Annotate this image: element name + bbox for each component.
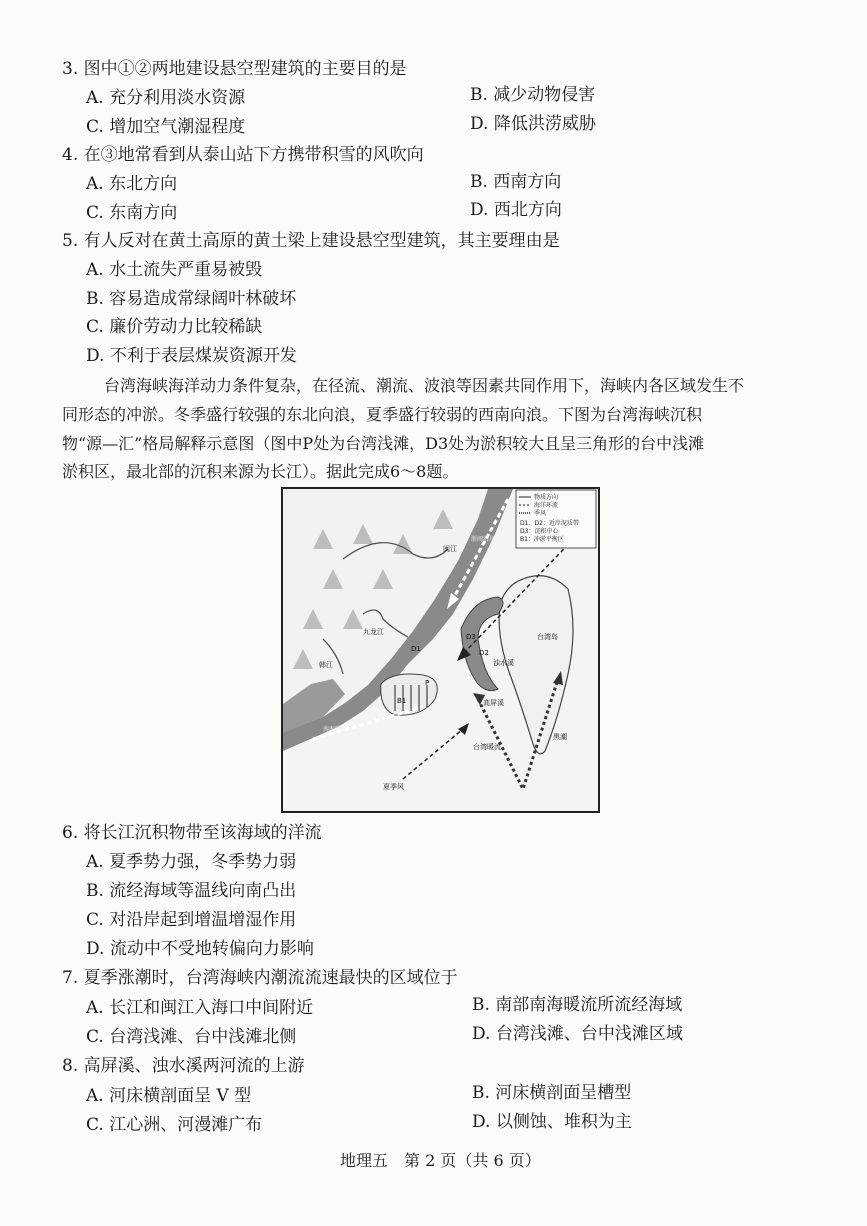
page-footer: 地理五 第 2 页（共 6 页）: [340, 1151, 541, 1170]
d3-shoal: [461, 597, 503, 691]
question-8-option-b: B. 河床横剖面呈槽型: [472, 1083, 632, 1103]
passage-line-3: 物“源—汇”格局解释示意图（图中P处为台湾浅滩，D3处为淤积较大且呈三角形的台中浅滩: [62, 434, 705, 453]
summer-monsoon-arrowhead: [458, 723, 469, 735]
label-zhuoshui: 浊水溪: [493, 659, 514, 667]
label-taiwan-island: 台湾岛: [537, 633, 558, 641]
strait-sediment-map: [281, 487, 600, 813]
question-5-option-a: A. 水土流失严重易被毁: [86, 260, 263, 280]
question-5-option-d: D. 不利于表层煤炭资源开发: [86, 346, 297, 366]
question-6-option-a: A. 夏季势力强，冬季势力弱: [86, 852, 297, 872]
label-gaoping: 高屏溪: [483, 699, 504, 707]
legend-item-current: 海洋环流: [534, 502, 559, 509]
question-4-option-b: B. 西南方向: [470, 172, 562, 192]
label-d3: D3: [466, 633, 476, 641]
summer-monsoon-arrow: [403, 729, 463, 779]
label-kuroshio: 黑潮: [553, 733, 567, 741]
legend-item-monsoon: 季风: [534, 510, 547, 517]
question-7-option-a: A. 长江和闽江入海口中间附近: [86, 998, 314, 1018]
label-p: P: [425, 679, 430, 687]
question-3-option-c: C. 增加空气潮湿程度: [86, 117, 246, 137]
legend-item-material: 物质方向: [534, 494, 559, 501]
label-coastal-current: 浙闽沿岸流: [471, 536, 502, 543]
question-5-stem: 5. 有人反对在黄土高原的黄土梁上建设悬空型建筑，其主要理由是: [62, 231, 560, 251]
label-b1: B1: [397, 697, 407, 705]
passage-line-4: 淤积区，最北部的沉积来源为长江）。据此完成6～8题。: [62, 462, 459, 481]
label-d2: D2: [479, 649, 489, 657]
label-summer-monsoon: 夏季风: [383, 783, 404, 791]
label-taiwan-warm: 台湾暖流: [473, 743, 501, 751]
label-minjiang: 闽江: [443, 545, 457, 553]
label-hanjiang: 韩江: [319, 661, 333, 669]
question-3-option-b: B. 减少动物侵害: [470, 85, 596, 105]
question-8-option-c: C. 江心洲、河漫滩广布: [86, 1115, 263, 1135]
map-canvas: [283, 489, 598, 811]
question-3-option-d: D. 降低洪涝威胁: [470, 114, 596, 134]
label-jiulongjiang: 九龙江: [363, 628, 384, 636]
label-nanhai-current: 南海暖流: [323, 726, 348, 733]
question-6-option-b: B. 流经海域等温线向南凸出: [86, 881, 297, 901]
passage-line-1: 台湾海峡海洋动力条件复杂，在径流、潮流、波浪等因素共同作用下，海峡内各区域发生不: [104, 376, 745, 395]
question-4-option-a: A. 东北方向: [86, 174, 178, 194]
question-4-stem: 4. 在③地常看到从泰山站下方携带积雪的风吹向: [62, 145, 424, 165]
question-3-option-a: A. 充分利用淡水资源: [86, 88, 246, 108]
legend-item-b1: B1：冲淤平衡区: [520, 536, 564, 543]
question-5-option-b: B. 容易造成常绿阔叶林破坏: [86, 289, 297, 309]
question-6-option-d: D. 流动中不受地转偏向力影响: [86, 939, 314, 959]
question-4-option-d: D. 西北方向: [470, 200, 562, 220]
question-8-stem: 8. 高屏溪、浊水溪两河流的上游: [62, 1056, 305, 1076]
question-8-option-d: D. 以侧蚀、堆积为主: [472, 1112, 632, 1132]
question-3-stem: 3. 图中①②两地建设悬空型建筑的主要目的是: [62, 59, 407, 79]
question-7-stem: 7. 夏季涨潮时，台湾海峡内潮流流速最快的区域位于: [62, 968, 458, 988]
question-5-option-c: C. 廉价劳动力比较稀缺: [86, 317, 263, 337]
passage-line-2: 同形态的冲淤。冬季盛行较强的东北向浪，夏季盛行较弱的西南向浪。下图为台湾海峡沉积: [62, 405, 703, 424]
label-d1: D1: [411, 645, 421, 653]
question-6-stem: 6. 将长江沉积物带至该海域的洋流: [62, 823, 322, 843]
question-6-option-c: C. 对沿岸起到增温增湿作用: [86, 910, 297, 930]
legend-item-d1d2: D1、D2：近岸泥质带: [520, 520, 579, 527]
legend-item-d3: D3：沉积中心: [520, 528, 559, 535]
question-7-option-d: D. 台湾浅滩、台中浅滩区域: [472, 1024, 683, 1044]
question-7-option-c: C. 台湾浅滩、台中浅滩北侧: [86, 1027, 297, 1047]
question-4-option-c: C. 东南方向: [86, 203, 178, 223]
question-8-option-a: A. 河床横剖面呈 V 型: [86, 1086, 252, 1106]
question-7-option-b: B. 南部南海暖流所流经海域: [472, 995, 683, 1015]
